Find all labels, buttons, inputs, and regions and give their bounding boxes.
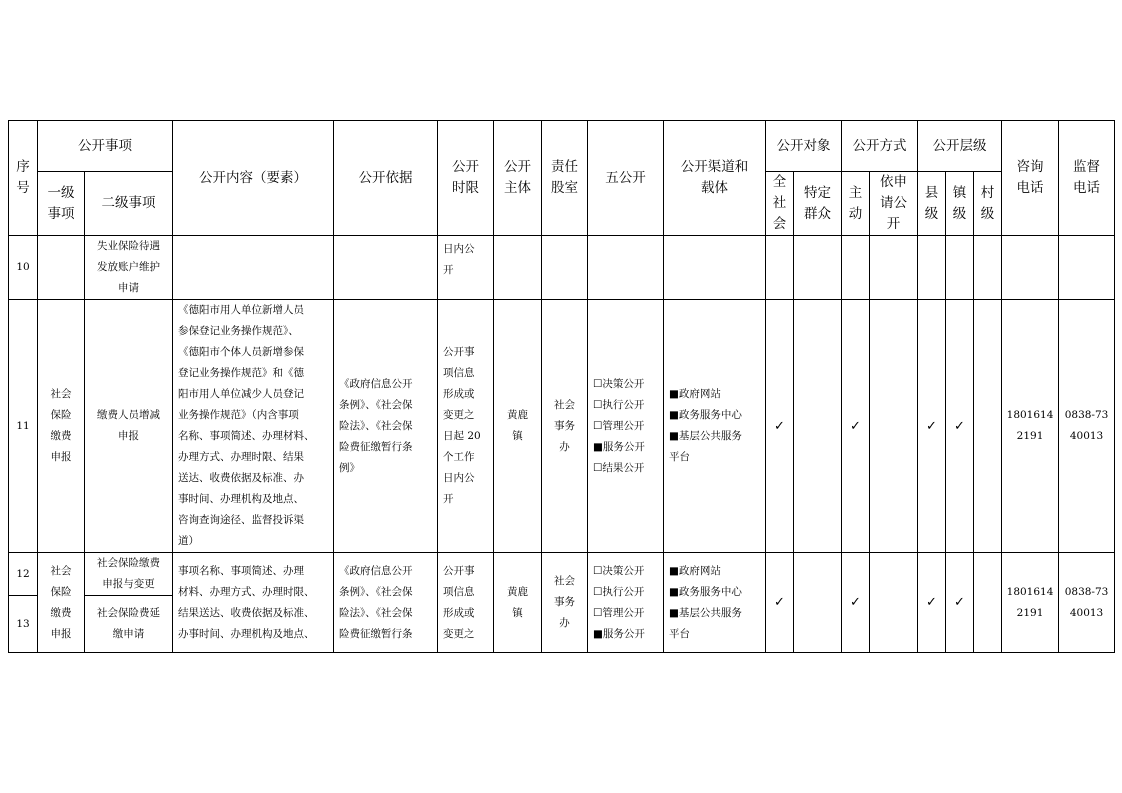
row10-tier-county [918, 236, 946, 300]
row10-tier-town [946, 236, 974, 300]
header-tier-village: 村 级 [974, 172, 1002, 236]
table-row [9, 300, 1115, 553]
header-supervise: 监督 电话 [1059, 121, 1115, 236]
check-icon: ✓ [954, 418, 965, 434]
header-mode: 公开方式 [842, 121, 918, 172]
row12-mode-apply [870, 553, 918, 653]
row11-supervise: 0838-73 40013 [1059, 300, 1115, 553]
row12-tier-county [918, 553, 946, 653]
row12-level1: 社会 保险 缴费 申报 [38, 553, 85, 653]
row11-level2: 缴费人员增减 申报 [85, 300, 173, 553]
disclosure-table [8, 120, 1115, 653]
row10-seq: 10 [9, 236, 38, 300]
header-tier-county: 县 级 [918, 172, 946, 236]
row12-level2: 社会保险缴费 申报与变更 [85, 553, 173, 596]
row10-supervise [1059, 236, 1115, 300]
row12-seq: 12 [9, 553, 38, 596]
header-target: 公开对象 [766, 121, 842, 172]
row11-target-all [766, 300, 794, 553]
row11-subject: 黄鹿 镇 [494, 300, 542, 553]
row11-target-group [794, 300, 842, 553]
row11-channel: ■政府网站 ■政务服务中心 ■基层公共服务 平台 [664, 300, 766, 553]
row10-five [588, 236, 664, 300]
row10-target-all [766, 236, 794, 300]
header-office: 责任 股室 [542, 121, 588, 236]
check-icon: ✓ [850, 595, 861, 610]
row12-mode-active [842, 553, 870, 653]
header-mode-active: 主 动 [842, 172, 870, 236]
header-tier-town: 镇 级 [946, 172, 974, 236]
row10-mode-active [842, 236, 870, 300]
header-content: 公开内容（要素） [173, 121, 334, 236]
header-target-all: 全 社 会 [766, 172, 794, 236]
row12-target-group [794, 553, 842, 653]
check-icon: ✓ [926, 595, 937, 610]
row10-channel [664, 236, 766, 300]
header-target-group: 特定 群众 [794, 172, 842, 236]
header-basis: 公开依据 [334, 121, 438, 236]
row12-target-all [766, 553, 794, 653]
row11-level1: 社会 保险 缴费 申报 [38, 300, 85, 553]
row10-subject [494, 236, 542, 300]
header-item: 公开事项 [38, 121, 173, 172]
check-icon: ✓ [926, 418, 937, 434]
header-seq: 序 号 [9, 121, 38, 236]
row12-basis: 《政府信息公开 条例》、《社会保 险法》、《社会保 险费征缴暂行条 [334, 553, 438, 653]
table-row [9, 553, 1115, 596]
header-tier: 公开层级 [918, 121, 1002, 172]
header-consult: 咨询 电话 [1002, 121, 1059, 236]
row11-consult: 1801614 2191 [1002, 300, 1059, 553]
row11-tier-village [974, 300, 1002, 553]
row10-content [173, 236, 334, 300]
row10-level1 [38, 236, 85, 300]
row12-time: 公开事 项信息 形成或 变更之 [438, 553, 494, 653]
row10-time: 日内公 开 [438, 236, 494, 300]
row13-level2: 社会保险费延 缴申请 [85, 596, 173, 653]
row11-office: 社会 事务 办 [542, 300, 588, 553]
row10-mode-apply [870, 236, 918, 300]
table-row [9, 236, 1115, 300]
row11-time: 公开事 项信息 形成或 变更之 日起 20 个工作 日内公 开 [438, 300, 494, 553]
header-time: 公开 时限 [438, 121, 494, 236]
check-icon: ✓ [774, 418, 785, 434]
row12-tier-town [946, 553, 974, 653]
row10-office [542, 236, 588, 300]
row12-consult: 1801614 2191 [1002, 553, 1059, 653]
row10-tier-village [974, 236, 1002, 300]
row13-seq: 13 [9, 596, 38, 653]
check-icon: ✓ [850, 418, 861, 434]
header-row-1 [9, 121, 1115, 172]
row11-mode-apply [870, 300, 918, 553]
row11-content: 《德阳市用人单位新增人员 参保登记业务操作规范》、 《德阳市个体人员新增参保 登记业务操作规范》和《德 阳市用人单位减少人员登记 业务操作规范》（内含事项 名称、事项简述、办理材料、 办理方式、办理时限、结果 送达、收费依据及标准、办 事时间、办理机构及地点、 咨询查询途径、监督投诉渠 道） [173, 300, 334, 553]
row12-five: ☐决策公开 ☐执行公开 ☐管理公开 ■服务公开 [588, 553, 664, 653]
row12-supervise: 0838-73 40013 [1059, 553, 1115, 653]
row10-consult [1002, 236, 1059, 300]
row11-seq: 11 [9, 300, 38, 553]
row12-office: 社会 事务 办 [542, 553, 588, 653]
row12-channel: ■政府网站 ■政务服务中心 ■基层公共服务 平台 [664, 553, 766, 653]
row11-basis: 《政府信息公开 条例》、《社会保 险法》、《社会保 险费征缴暂行条 例》 [334, 300, 438, 553]
check-icon: ✓ [774, 595, 785, 610]
row10-target-group [794, 236, 842, 300]
header-subject: 公开 主体 [494, 121, 542, 236]
row11-tier-county [918, 300, 946, 553]
header-channel: 公开渠道和 载体 [664, 121, 766, 236]
header-mode-apply: 依申 请公 开 [870, 172, 918, 236]
check-icon: ✓ [954, 595, 965, 610]
row12-tier-village [974, 553, 1002, 653]
row12-content: 事项名称、事项简述、办理 材料、办理方式、办理时限、 结果送达、收费依据及标准、 办事时间、办理机构及地点、 [173, 553, 334, 653]
row10-level2: 失业保险待遇 发放账户维护 申请 [85, 236, 173, 300]
row11-mode-active [842, 300, 870, 553]
row11-tier-town [946, 300, 974, 553]
header-level2: 二级事项 [85, 172, 173, 236]
row10-basis [334, 236, 438, 300]
row12-subject: 黄鹿 镇 [494, 553, 542, 653]
row11-five: ☐决策公开 ☐执行公开 ☐管理公开 ■服务公开 ☐结果公开 [588, 300, 664, 553]
header-five: 五公开 [588, 121, 664, 236]
header-level1: 一级 事项 [38, 172, 85, 236]
